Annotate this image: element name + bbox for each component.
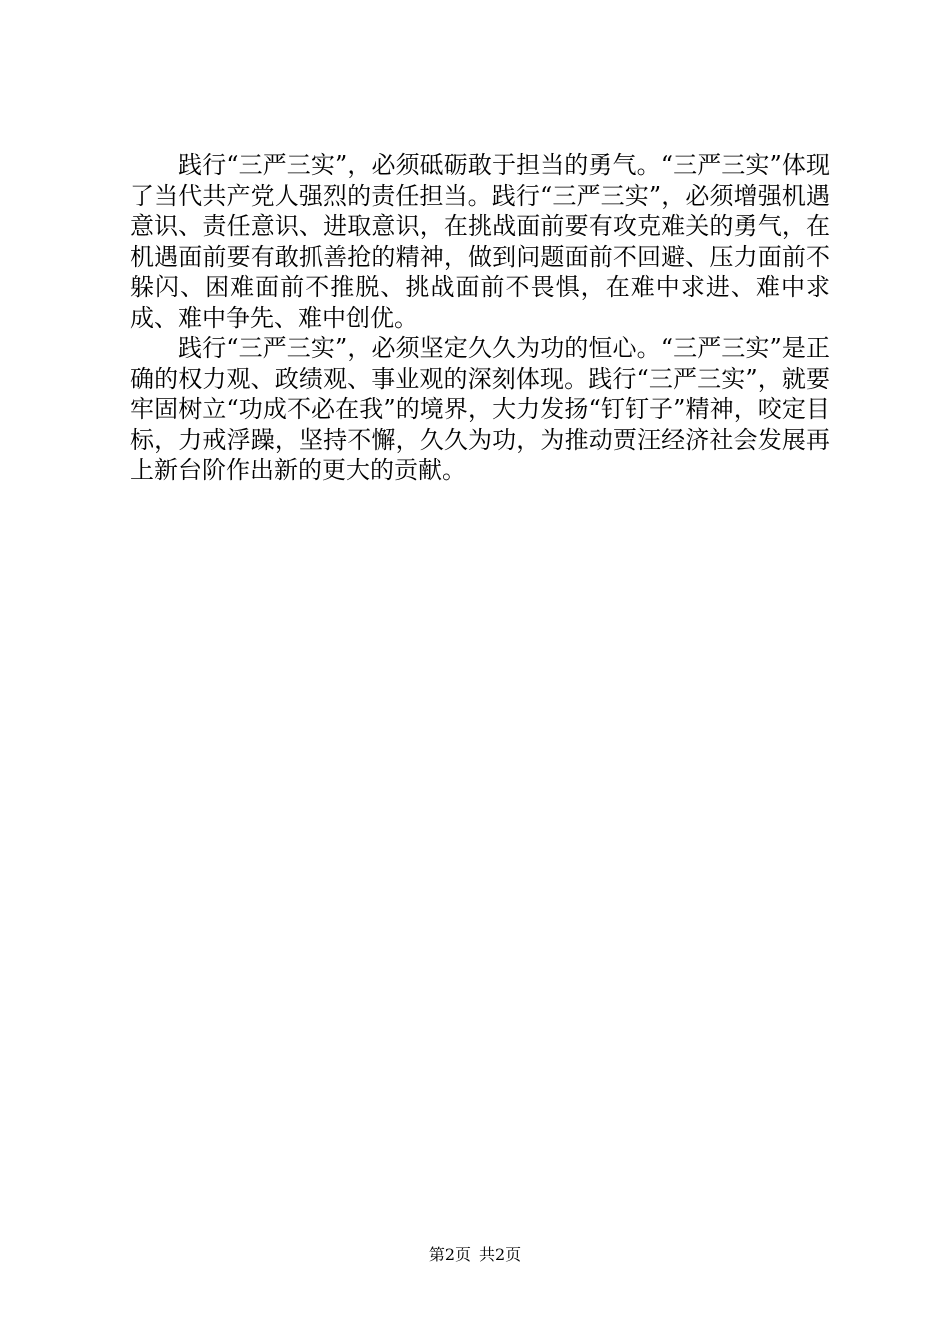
document-body [130, 150, 830, 486]
page-footer [0, 1245, 950, 1265]
paragraph-1: 践行“三严三实”，必须砥砺敢于担当的勇气。“三严三实”体现了当代共产党人强烈的责任担当。践行“三严三实”，必须增强机遇意识、责任意识、进取意识，在挑战面前要有攻克难关的勇气，在机遇面前要有敢抓善抢的精神，做到问题面前不回避、压力面前不躲闪、困难面前不推脱、挑战面前不畏惧，在难中求进、难中求成、难中争先、难中创优。 [130, 151, 830, 332]
page-number-current: 第2页 [428, 1245, 471, 1264]
paragraph-2: 践行“三严三实”，必须坚定久久为功的恒心。“三严三实”是正确的权力观、政绩观、事业观的深刻体现。践行“三严三实”，就要牢固树立“功成不必在我”的境界，大力发扬“钉钉子”精神，咬定目标，力戒浮躁，坚持不懈，久久为功，为推动贾汪经济社会发展再上新台阶作出新的更大的贡献。 [130, 334, 830, 484]
page-number-total: 共2页 [479, 1245, 522, 1264]
